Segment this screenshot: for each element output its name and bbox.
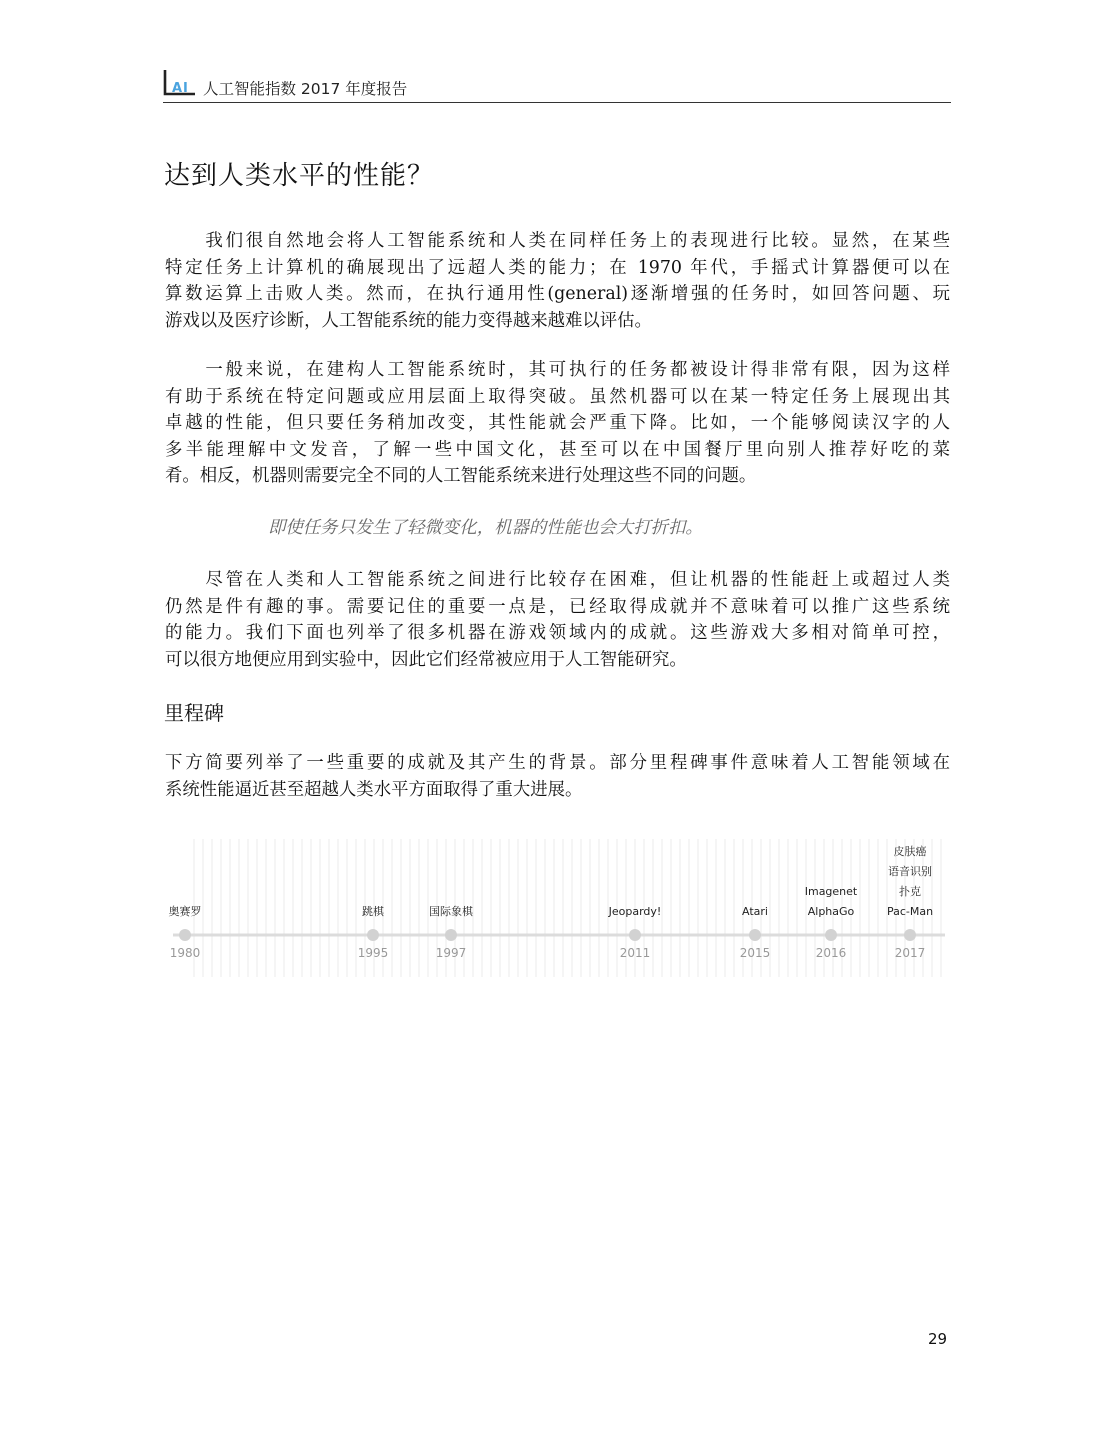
timeline-background-stripe bbox=[544, 839, 546, 977]
timeline-background-stripe bbox=[202, 839, 204, 977]
timeline-background-stripe bbox=[787, 839, 789, 977]
timeline-background-stripe bbox=[220, 839, 222, 977]
paragraph-line: 的能力。我们下面也列举了很多机器在游戏领域内的成就。这些游戏大多相对简单可控， bbox=[165, 623, 950, 644]
pull-quote: 即使任务只发生了轻微变化，机器的性能也会大打折扣。 bbox=[268, 518, 703, 538]
timeline-milestone-label: 奥赛罗 bbox=[168, 905, 202, 918]
timeline-background-stripe bbox=[247, 839, 249, 977]
timeline-background-stripe bbox=[265, 839, 267, 977]
timeline-year: 1997 bbox=[435, 946, 467, 960]
timeline-background-stripe bbox=[580, 839, 582, 977]
timeline-background-stripe bbox=[562, 839, 564, 977]
timeline-background-stripe bbox=[535, 839, 537, 977]
timeline-background-stripe bbox=[589, 839, 591, 977]
paragraph-line: 仍然是件有趣的事。需要记住的重要一点是，已经取得成就并不意味着可以推广这些系统 bbox=[165, 596, 950, 617]
paragraph-line: 可以很方地便应用到实验中，因此它们经常被应用于人工智能研究。 bbox=[165, 649, 687, 670]
timeline-milestone-label: Jeopardy! bbox=[608, 905, 662, 918]
timeline-dot bbox=[749, 929, 761, 941]
timeline-year: 1980 bbox=[169, 946, 201, 960]
paragraph-line: 尽管在人类和人工智能系统之间进行比较存在困难，但让机器的性能赶上或超过人类 bbox=[165, 570, 950, 590]
timeline-background-stripe bbox=[526, 839, 528, 977]
timeline-year: 2011 bbox=[619, 946, 651, 960]
timeline-year: 2016 bbox=[815, 946, 847, 960]
timeline-background-stripe bbox=[337, 839, 339, 977]
timeline-milestone-label: AlphaGo bbox=[807, 905, 855, 918]
timeline-background-stripe bbox=[670, 839, 672, 977]
timeline-background-stripe bbox=[679, 839, 681, 977]
paragraph-line: 有助于系统在特定问题或应用层面上取得突破。虽然机器可以在某一特定任务上展现出其 bbox=[165, 386, 950, 407]
timeline-background-stripe bbox=[877, 839, 879, 977]
paragraph-line: 算数运算上击败人类。然而，在执行通用性(general)逐渐增强的任务时，如回答问题、玩 bbox=[165, 284, 950, 305]
timeline-milestone-label: 扑克 bbox=[899, 885, 921, 898]
paragraph-2 bbox=[165, 357, 950, 490]
paragraph-line: 特定任务上计算机的确展现出了远超人类的能力；在 1970 年代，手摇式计算器便可以在 bbox=[165, 257, 950, 278]
report-title: 人工智能指数 2017 年度报告 bbox=[203, 80, 408, 98]
milestones-heading: 里程碑 bbox=[164, 701, 224, 725]
timeline-background-stripe bbox=[229, 839, 231, 977]
paragraph-line: 我们很自然地会将人工智能系统和人类在同样任务上的表现进行比较。显然，在某些 bbox=[165, 231, 950, 251]
timeline-milestone-label: 跳棋 bbox=[362, 905, 384, 918]
timeline-background-stripe bbox=[499, 839, 501, 977]
timeline-background-stripe bbox=[733, 839, 735, 977]
timeline-dot bbox=[825, 929, 837, 941]
timeline-background-stripe bbox=[481, 839, 483, 977]
timeline-year: 1995 bbox=[357, 946, 389, 960]
timeline-background-stripe bbox=[688, 839, 690, 977]
timeline-milestone-label: 国际象棋 bbox=[429, 905, 473, 918]
timeline-background-stripe bbox=[571, 839, 573, 977]
timeline-background-stripe bbox=[724, 839, 726, 977]
timeline-background-stripe bbox=[346, 839, 348, 977]
timeline-milestone-label: Atari bbox=[742, 905, 768, 918]
timeline-background-stripe bbox=[697, 839, 699, 977]
timeline-background-stripe bbox=[598, 839, 600, 977]
milestones-intro bbox=[165, 750, 950, 803]
timeline-background-stripe bbox=[211, 839, 213, 977]
timeline-background-stripe bbox=[274, 839, 276, 977]
timeline-background-stripe bbox=[778, 839, 780, 977]
timeline-background-stripe bbox=[706, 839, 708, 977]
timeline-background-stripe bbox=[715, 839, 717, 977]
timeline-background-stripe bbox=[328, 839, 330, 977]
timeline-background-stripe bbox=[391, 839, 393, 977]
timeline-milestone-label: Pac-Man bbox=[886, 905, 934, 918]
milestone-timeline bbox=[163, 835, 953, 980]
timeline-background-stripe bbox=[238, 839, 240, 977]
timeline-year: 2017 bbox=[894, 946, 926, 960]
timeline-milestone-label: Imagenet bbox=[804, 885, 858, 898]
timeline-background-stripe bbox=[490, 839, 492, 977]
paragraph-line: 下方简要列举了一些重要的成就及其产生的背景。部分里程碑事件意味着人工智能领域在 bbox=[165, 753, 950, 773]
timeline-background-stripe bbox=[283, 839, 285, 977]
timeline-background-stripe bbox=[418, 839, 420, 977]
paragraph-line: 卓越的性能，但只要任务稍加改变，其性能就会严重下降。比如，一个能够阅读汉字的人 bbox=[165, 413, 950, 434]
timeline-dot bbox=[445, 929, 457, 941]
paragraph-3 bbox=[165, 567, 950, 673]
paragraph-line: 一般来说，在建构人工智能系统时，其可执行的任务都被设计得非常有限，因为这样 bbox=[165, 360, 950, 380]
timeline-background-stripe bbox=[868, 839, 870, 977]
timeline-background-stripe bbox=[400, 839, 402, 977]
timeline-background-stripe bbox=[859, 839, 861, 977]
timeline-dot bbox=[904, 929, 916, 941]
logo-text: AI bbox=[172, 81, 189, 96]
timeline-background-stripe bbox=[319, 839, 321, 977]
timeline-milestone-label: 皮肤癌 bbox=[893, 845, 927, 858]
timeline-graphic bbox=[163, 835, 953, 980]
timeline-background-stripe bbox=[553, 839, 555, 977]
ai-index-logo bbox=[163, 68, 197, 96]
timeline-dot bbox=[179, 929, 191, 941]
timeline-background-stripe bbox=[409, 839, 411, 977]
timeline-background-stripe bbox=[292, 839, 294, 977]
section-title: 达到人类水平的性能？ bbox=[164, 161, 435, 191]
timeline-background-stripe bbox=[355, 839, 357, 977]
paragraph-1 bbox=[165, 228, 950, 334]
timeline-background-stripe bbox=[805, 839, 807, 977]
paragraph-line: 多半能理解中文发音，了解一些中国文化，甚至可以在中国餐厅里向别人推荐好吃的菜 bbox=[165, 439, 950, 460]
timeline-background-stripe bbox=[310, 839, 312, 977]
page-number: 29 bbox=[928, 1330, 948, 1348]
paragraph-line: 系统性能逼近甚至超越人类水平方面取得了重大进展。 bbox=[165, 779, 583, 800]
page-header bbox=[163, 66, 951, 103]
timeline-background-stripe bbox=[256, 839, 258, 977]
timeline-background-stripe bbox=[517, 839, 519, 977]
timeline-background-stripe bbox=[796, 839, 798, 977]
paragraph-line: 游戏以及医疗诊断，人工智能系统的能力变得越来越难以评估。 bbox=[165, 310, 652, 331]
timeline-dot bbox=[629, 929, 641, 941]
timeline-background-stripe bbox=[940, 839, 942, 977]
timeline-background-stripe bbox=[301, 839, 303, 977]
timeline-milestone-label: 语音识别 bbox=[888, 865, 932, 878]
paragraph-line: 肴。相反，机器则需要完全不同的人工智能系统来进行处理这些不同的问题。 bbox=[165, 466, 757, 487]
timeline-background-stripe bbox=[508, 839, 510, 977]
timeline-dot bbox=[367, 929, 379, 941]
timeline-year: 2015 bbox=[739, 946, 771, 960]
